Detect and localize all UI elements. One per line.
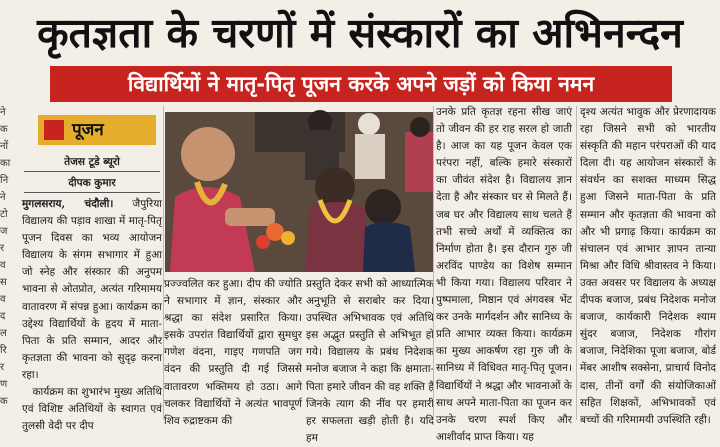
subheadline-banner: विद्यार्थियों ने मातृ-पितृ पूजन करके अपने जड़ों को किया नमन <box>50 66 672 102</box>
photo-adjacent-text: प्रज्ज्वलित कर हुआ। दीप की ज्योति ने सभागार में ज्ञान, संस्कार और श्रद्धा का संदेश प्रसारित किया। इसके उपरांत विद्यार्थियों द्वारा सुमधुर गणेश वंदना, गाइए गणपति जग वंदन की प्रस्तुति दी गई जिससे वातावरण भक्तिमय हो उठा। आगे चलकर विद्यार्थियों ने अत्यंत भावपूर्ण शिव रुद्राष्टकम की <box>164 278 302 427</box>
section-tag-label: पूजन <box>72 120 104 140</box>
headline: कृतज्ञता के चरणों में संस्कारों का अभिनन्दन <box>37 9 683 57</box>
byline-divider <box>24 192 160 193</box>
byline-author: दीपक कुमार <box>68 177 116 189</box>
strip-fragment: ण <box>0 379 8 390</box>
section-tag <box>38 115 156 145</box>
strip-fragment: नि <box>0 175 9 186</box>
column-divider <box>576 106 577 420</box>
dateline: मुगलसराय, चंदौली। <box>22 198 114 210</box>
strip-fragment: ने <box>0 192 6 203</box>
strip-fragment: नों <box>0 141 9 152</box>
adjacent-column-fragment <box>0 104 16 420</box>
photo-adjacent-text-2: प्रस्तुति देकर सभी को आध्यात्मिक अनुभूति से सराबोर कर दिया। उपस्थित अभिभावक एवं अतिथि इस अद्भुत प्रस्तुति से अभिभूत हो गये। विद्यालय के प्रबंध निदेशक मनोज बजाज ने कहा कि क्षमाता-पिता हमारे जीवन की वह शक्ति हैं जिनके त्याग की नींव पर हमारी हर सफलता खड़ी होती है। यदि हम <box>306 278 434 444</box>
article-paragraph <box>22 384 162 435</box>
paragraph-text: जैपुरिया विद्यालय की पड़ाव शाखा में मातृ-पितृ पूजन दिवस का भव्य आयोजन विद्यालय के संगम सभागार में हुआ जो स्नेह और संस्कार की अनुपम भावना से ओतप्रोत, अत्यंत गरिमामय वातावरण में संपन्न हुआ। कार्यक्रम का उद्देश्य विद्यार्थियों के हृदय में माता-पिता के प्रति सम्मान, आदर और कृतज्ञता की भावना को सुदृढ़ करना रहा। <box>22 198 163 381</box>
strip-fragment: क <box>0 396 8 407</box>
strip-fragment: द <box>0 311 6 322</box>
strip-fragment: ने <box>0 107 6 118</box>
strip-fragment: र <box>0 362 5 373</box>
column-divider <box>433 106 434 420</box>
news-photo <box>165 112 433 272</box>
byline-source: तेजस टूडे ब्यूरो <box>64 156 120 168</box>
strip-fragment: रि <box>0 345 7 356</box>
article-paragraph <box>22 196 162 384</box>
byline-divider <box>24 171 160 172</box>
strip-fragment: ज <box>0 226 8 237</box>
strip-fragment: र <box>0 243 5 254</box>
article-column-1 <box>22 196 163 433</box>
strip-fragment: ल <box>0 328 7 339</box>
strip-fragment: का <box>0 158 11 169</box>
tag-marker-icon <box>44 120 64 140</box>
strip-fragment: व <box>0 294 6 305</box>
strip-fragment: व <box>0 260 6 271</box>
strip-fragment: क <box>0 124 8 135</box>
photo-illustration <box>165 112 433 272</box>
strip-fragment: स <box>0 277 7 288</box>
article-column-4: दृश्य अत्यंत भावुक और प्रेरणादायक रहा जिसने सभी को भारतीय संस्कृति की महान परंपराओं की याद दिला दी। यह आयोजन संस्कारों के संवर्धन का सशक्त माध्यम सिद्ध हुआ जिसने माता-पिता के प्रति सम्मान और कृतज्ञता की भावना को और भी प्रगाढ़ किया। कार्यक्रम का संचालन एवं आभार ज्ञापन तान्या मिश्रा और विधि श्रीवास्तव ने किया। उक्त अवसर पर विद्यालय के अध्यक्ष दीपक बजाज, प्रबंध निदेशक मनोज बजाज, कार्यकारी निदेशक श्याम सुंदर बजाज, निदेशक गौरांग बजाज, निदेशिका पूजा बजाज, बोर्ड मेंबर आशीष सक्सेना, प्राचार्य विनोद दास, तीनों वर्गों की संयोजिकाओं सहित शिक्षकों, अभिभावकों एवं बच्चों की गरिमामयी उपस्थिति रही। <box>580 106 716 426</box>
article-column-3: उनके प्रति कृतज्ञ रहना सीख जाएं तो जीवन की हर राह सरल हो जाती है। आज का यह पूजन केवल एक परंपरा नहीं, बल्कि हमारे संस्कारों का जीवंत संदेश है। विद्यालय ज्ञान देता है और संस्कार घर से मिलते हैं। जब घर और विद्यालय साथ चलते हैं तभी सच्चे अर्थों में व्यक्तित्व का निर्माण होता है। इस दौरान गुरु जी अरविंद पाण्डेय का विशेष सम्मान भी किया गया। विद्यालय परिवार ने पुष्पमाला, मिष्ठान एवं अंगवस्त्र भेंट कर उनके मार्गदर्शन और सानिध्य के प्रति आभार व्यक्त किया। कार्यक्रम का मुख्य आकर्षण रहा गुरु जी के सानिध्य में विधिवत मातृ-पितृ पूजन। विद्यार्थियों ने श्रद्धा और भावनाओं के साथ अपने माता-पिता का पूजन कर उनके चरण स्पर्श किए और आशीर्वाद प्राप्त किया। यह <box>436 106 572 443</box>
strip-fragment: टो <box>0 209 8 220</box>
paragraph-text: कार्यक्रम का शुभारंभ मुख्य अतिथि एवं विशिष्ट अतिथियों के स्वागत एवं तुलसी वेदी पर दीप <box>22 386 163 433</box>
